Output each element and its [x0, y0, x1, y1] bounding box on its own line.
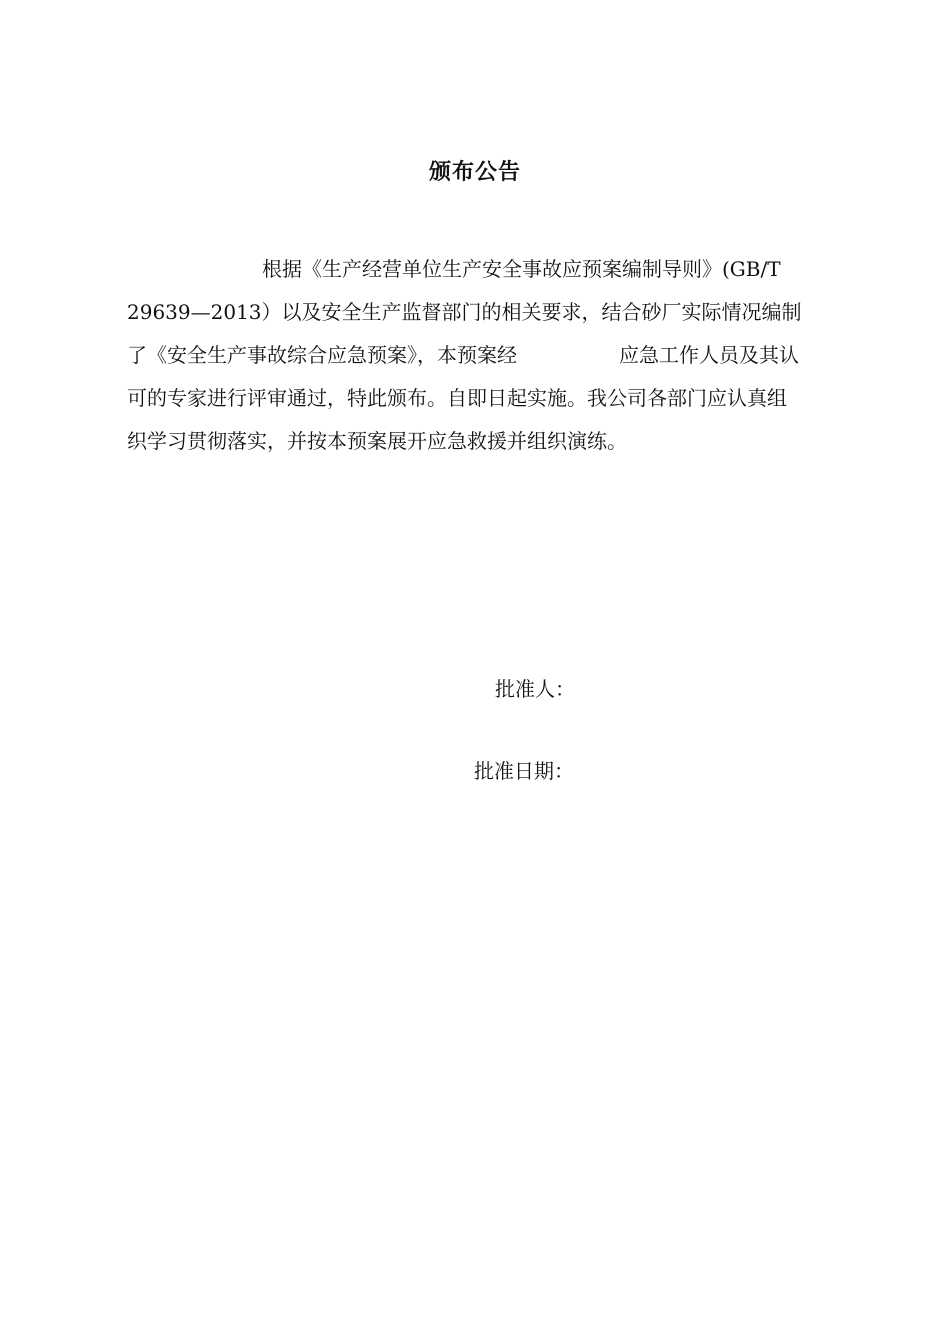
body-paragraph-line-5: 织学习贯彻落实，并按本预案展开应急救援并组织演练。: [127, 429, 627, 453]
approver-label: 批准人：: [495, 677, 575, 701]
body-paragraph-line-3: [127, 341, 799, 369]
body-line-3-part-1: 了《安全生产事故综合应急预案》，本预案经: [127, 343, 517, 367]
body-paragraph-line-2: 29639—2013）以及安全生产监督部门的相关要求，结合砂厂实际情况编制: [127, 300, 802, 324]
body-paragraph-line-1: 根据《生产经营单位生产安全事故应预案编制导则》(GB/T: [262, 257, 781, 281]
body-paragraph-line-4: 可的专家进行评审通过，特此颁布。自即日起实施。我公司各部门应认真组: [127, 386, 787, 410]
approval-date-label: 批准日期：: [474, 759, 574, 783]
body-line-3-part-2: 应急工作人员及其认: [619, 343, 799, 367]
document-title: 颁布公告: [428, 160, 521, 185]
